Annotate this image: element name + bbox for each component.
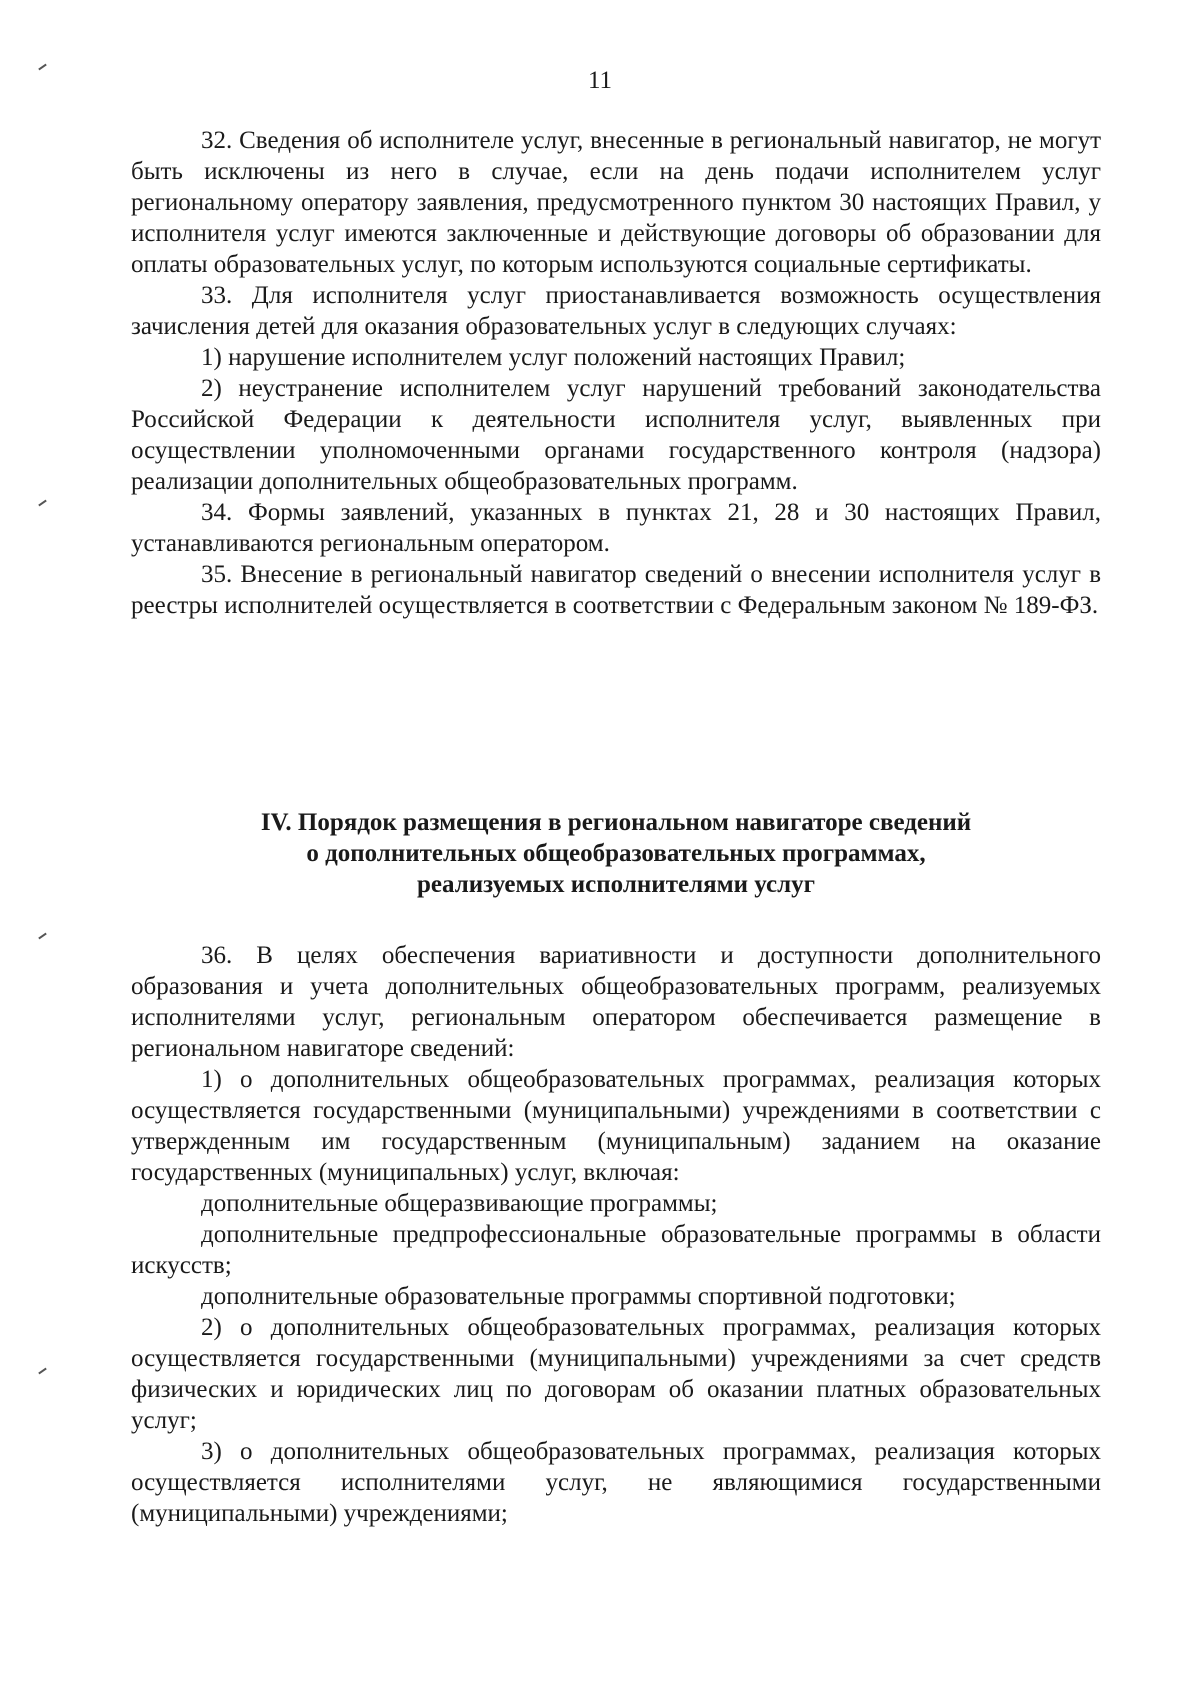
- paragraph-33-item-1: 1) нарушение исполнителем услуг положений настоящих Правил;: [201, 344, 906, 371]
- page-number: 11: [587, 67, 613, 94]
- scan-mark: [38, 1368, 47, 1375]
- paragraph-36-item-2: 2) о дополнительных общеобразовательных программах, реализация которых осуществляется государственными (муниципальными) учреждениями за счет средств физических и юридических лиц по договорам об оказании платных образовательных услуг;: [131, 1314, 1101, 1434]
- scan-mark: [38, 933, 47, 940]
- document-body-bottom: [131, 940, 1101, 1529]
- list-item: дополнительные образовательные программы спортивной подготовки;: [201, 1283, 956, 1310]
- paragraph-33: 33. Для исполнителя услуг приостанавливается возможность осуществления зачисления детей для оказания образовательных услуг в следующих случаях:: [131, 282, 1101, 340]
- paragraph-36-item-3: 3) о дополнительных общеобразовательных программах, реализация которых осуществляется исполнителями услуг, не являющимися государственными (муниципальными) учреждениями;: [131, 1438, 1101, 1527]
- paragraph-33-item-2: 2) неустранение исполнителем услуг нарушений требований законодательства Российской Федерации к деятельности исполнителя услуг, выявленных при осуществлении уполномоченными органами государственного контроля (надзора) реализации дополнительных общеобразовательных программ.: [131, 375, 1101, 495]
- section-heading-line: о дополнительных общеобразовательных программах,: [306, 840, 926, 867]
- paragraph-35: 35. Внесение в региональный навигатор сведений о внесении исполнителя услуг в реестры исполнителей осуществляется в соответствии с Федеральным законом № 189-ФЗ.: [131, 561, 1101, 619]
- paragraph-36: 36. В целях обеспечения вариативности и доступности дополнительного образования и учета дополнительных общеобразовательных программ, реализуемых исполнителями услуг, региональным оператором обеспечивается размещение в региональном навигаторе сведений:: [131, 942, 1101, 1062]
- list-item: дополнительные общеразвивающие программы;: [201, 1190, 718, 1217]
- scan-mark: [38, 500, 47, 507]
- section-heading-line: реализуемых исполнителями услуг: [416, 871, 816, 898]
- paragraph-34: 34. Формы заявлений, указанных в пунктах 21, 28 и 30 настоящих Правил, устанавливаются региональным оператором.: [131, 499, 1101, 557]
- list-item: дополнительные предпрофессиональные образовательные программы в области искусств;: [131, 1221, 1101, 1279]
- paragraph-32: 32. Сведения об исполнителе услуг, внесенные в региональный навигатор, не могут быть исключены из него в случае, если на день подачи исполнителем услуг региональному оператору заявления, предусмотренного пунктом 30 настоящих Правил, у исполнителя услуг имеются заключенные и действующие договоры об образовании для оплаты образовательных услуг, по которым используются социальные сертификаты.: [131, 127, 1101, 278]
- document-body-top: [131, 125, 1101, 621]
- paragraph-36-item-1: 1) о дополнительных общеобразовательных программах, реализация которых осуществляется государственными (муниципальными) учреждениями в соответствии с утвержденным им государственным (муниципальным) заданием на оказание государственных (муниципальных) услуг, включая:: [131, 1066, 1101, 1186]
- section-heading-line: IV. Порядок размещения в региональном навигаторе сведений: [260, 809, 972, 836]
- section-heading: [131, 807, 1101, 900]
